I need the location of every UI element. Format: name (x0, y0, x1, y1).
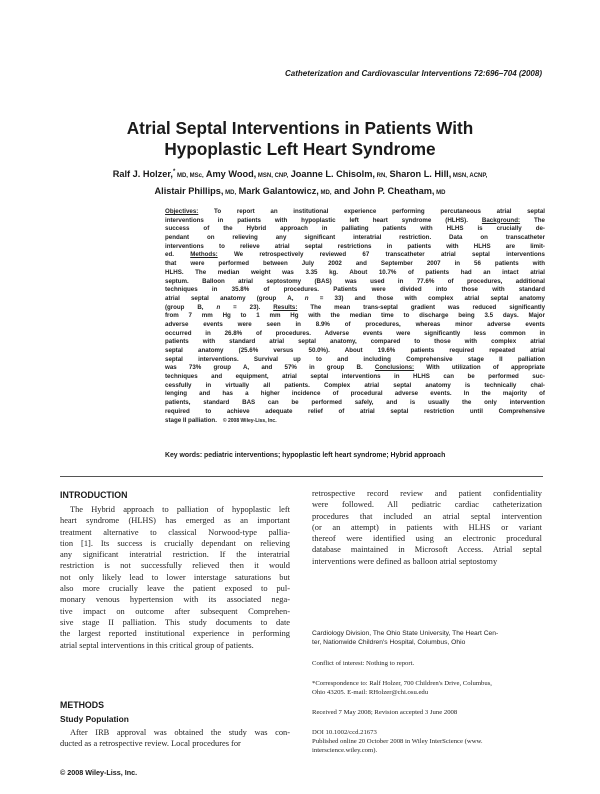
abstract-text: stage II palliation. (165, 416, 217, 424)
abstract-text: adverse events were seen in 8.9% of procedures, whereas minor adverse events (165, 320, 545, 328)
body-text-line: tive impact on outcome after subsequent Comprehen- (60, 606, 290, 616)
abstract-line (165, 225, 545, 234)
author-name: Alistair Phillips, (154, 186, 224, 196)
abstract-text: patients with standard atrial septal anatomy, compared to those with complex atrial (165, 338, 545, 346)
abstract (165, 208, 545, 425)
abstract-text: lenging and has a higher incidence of procedural adverse events. In the majority of (165, 390, 545, 398)
abstract-section-label: Conclusions: (374, 364, 415, 372)
conflict-line: Conflict of interest: Nothing to report. (312, 660, 415, 667)
conflict-footnote (312, 659, 544, 668)
body-text-line: not only likely lead to lower interstage saturations but (60, 572, 290, 582)
correspondence-line: Ohio 43205. E-mail: RHolzer@chi.osu.edu (312, 689, 429, 696)
abstract-text: interventions to relieve atrial septal restrictions in patients with HLHS are limit- (165, 242, 545, 250)
abstract-text: that were performed between July 2002 and September 2007 in 56 patients with (165, 260, 545, 268)
abstract-text: (group B, (165, 303, 217, 311)
abstract-text: interventions in patients with hypoplastic left heart syndrome (HLHS). (165, 216, 482, 224)
abstract-section-label: Background: (481, 216, 521, 224)
author-line (70, 167, 530, 184)
methods-body (60, 727, 290, 750)
abstract-line (165, 338, 545, 347)
abstract-line (165, 312, 545, 321)
study-population-heading: Study Population (60, 714, 129, 724)
author-degree: MD, (223, 190, 237, 196)
received-footnote (312, 708, 544, 717)
doi-line: Published online 20 October 2008 in Wiley InterScience (www. (312, 738, 483, 745)
author-name: Ralf J. Holzer, (112, 169, 173, 179)
abstract-text: To report an institutional experience performing percutaneous atrial septal (198, 208, 545, 215)
abstract-text: atrial septal anatomy (group A, (165, 294, 305, 302)
abstract-line (165, 243, 545, 252)
abstract-text: The mean trans-septal gradient was reduced significantly (297, 303, 545, 311)
abstract-text: was 73% group A, and 57% in group B. (165, 364, 375, 372)
abstract-line (165, 382, 545, 391)
body-text-line: also more crucially leave the patient exposed to pul- (60, 584, 290, 594)
body-text-line: thereof were identified using an electronic procedural (312, 534, 542, 544)
body-text-line: ducted as a retrospective review. Local procedures for (60, 739, 241, 749)
abstract-text: success of the Hybrid approach in palliating patients with HLHS is crucially de- (165, 225, 545, 233)
author-degree: MD, (318, 190, 332, 196)
right-column-body (312, 488, 542, 567)
body-text-line: (or an attempt) in patients with HLHS or variant (312, 522, 542, 532)
journal-citation: Catheterization and Cardiovascular Interventions 72:696–704 (2008) (285, 69, 542, 78)
body-text-line: sive stage II palliation. This study documents to date (60, 617, 290, 627)
affiliation-line: Cardiology Division, The Ohio State University, The Heart Cen- (312, 630, 499, 637)
abstract-line (165, 260, 545, 269)
abstract-copyright: © 2008 Wiley-Liss, Inc. (222, 417, 277, 424)
body-text-line: were followed. All pediatric cardiac catheterization (312, 500, 542, 510)
doi-line: DOI 10.1002/ccd.21673 (312, 729, 377, 736)
body-text-line: procedures that included an atrial septal intervention (312, 511, 542, 521)
title-line: Hypoplastic Left Heart Syndrome (164, 139, 436, 159)
abstract-text: from 7 mm Hg to 1 mm Hg with the median time to discharge being 3.5 days. Major (165, 312, 545, 320)
abstract-text: septal anatomy (25.6% versus 50.0%). About 19.6% patients required repeated atrial (165, 347, 545, 354)
footer-copyright: © 2008 Wiley-Liss, Inc. (60, 768, 138, 777)
author-degree: MSN, ACNP, (451, 173, 488, 179)
abstract-line (165, 278, 545, 287)
abstract-line (165, 295, 545, 304)
title-line: Atrial Septal Interventions in Patients With (126, 118, 474, 138)
abstract-line (165, 304, 545, 313)
body-text-line: database maintained in Microsoft Access. Atrial septal (312, 545, 542, 555)
author-list (70, 167, 530, 201)
abstract-text: techniques in 35.8% of procedures. Patients were divided into those with standard (165, 286, 545, 294)
abstract-line (165, 251, 545, 260)
abstract-section-label: Results: (273, 303, 298, 311)
abstract-line (165, 390, 545, 399)
abstract-text: techniques and equipment, atrial septal interventions in HLHS can be performed suc- (165, 373, 545, 381)
abstract-line (165, 417, 545, 426)
correspondence-footnote (312, 679, 544, 697)
abstract-text: occurred in 26.8% of procedures. Adverse events were significantly less common in (165, 329, 545, 337)
body-text-line: tion [1]. Its success is crucially dependant on relieving (60, 538, 290, 548)
doi-footnote (312, 728, 544, 755)
abstract-text: septal interventions. Survival up to and including Comprehensive stage II palliation (165, 355, 545, 363)
abstract-text: = 23). (220, 303, 274, 311)
body-text-line: the largest reported institutional experience in performing (60, 629, 290, 639)
abstract-line (165, 234, 545, 243)
body-text-line: interventions were defined as balloon atrial septostomy (312, 556, 498, 566)
abstract-text: pendant on relieving any significant interatrial restriction. Data on transcatheter (165, 234, 545, 242)
abstract-line (165, 356, 545, 365)
body-text-line: monary venous hypertension with its associated nega- (60, 595, 290, 605)
keywords: Key words: pediatric interventions; hypoplastic left heart syndrome; Hybrid approach (165, 452, 446, 459)
abstract-text: The (520, 216, 545, 224)
abstract-section-label: Objectives: (165, 208, 199, 215)
author-name: and John P. Cheatham, (331, 186, 435, 196)
body-text-line: retrospective record review and patient confidentiality (312, 489, 542, 498)
author-name: Mark Galantowicz, (236, 186, 319, 196)
body-text-line: atrial septal interventions in this critical group of patients. (60, 640, 254, 650)
abstract-text: = 33) and those with complex atrial septal anatomy (308, 294, 545, 302)
article-title (60, 118, 540, 160)
author-name: Sharon L. Hill, (386, 169, 452, 179)
abstract-line (165, 217, 545, 226)
doi-line: interscience.wiley.com). (312, 747, 378, 754)
author-degree: RN, (374, 173, 387, 179)
author-name: Joanne L. Chisolm, (288, 169, 375, 179)
abstract-text: septum. Balloon atrial septostomy (BAS) was used in 77.6% of procedures, additional (165, 277, 545, 285)
abstract-text: required to achieve adequate relief of atrial septal restriction until Comprehensive (165, 407, 545, 415)
abstract-section-label: Methods: (190, 251, 218, 259)
author-name: Amy Wood, (203, 169, 257, 179)
methods-heading: METHODS (60, 700, 104, 710)
abstract-line (165, 347, 545, 356)
abstract-text: ed. (165, 251, 191, 259)
abstract-line (165, 286, 545, 295)
abstract-text: We retrospectively reviewed 67 transcatheter atrial septal interventions (217, 251, 545, 259)
introduction-heading: INTRODUCTION (60, 490, 128, 500)
abstract-line (165, 399, 545, 408)
author-degree: MD, MSc, (175, 173, 204, 179)
body-text-line: any significant interatrial restriction. If the interatrial (60, 550, 290, 560)
body-text-line: heart syndrome (HLHS) has emerged as an important (60, 516, 290, 526)
abstract-line (165, 208, 545, 217)
abstract-line (165, 408, 545, 417)
body-text-line: treatment alternative to classical Norwood-type pallia- (60, 527, 290, 537)
abstract-line (165, 330, 545, 339)
abstract-variable: n (304, 294, 309, 302)
abstract-text: With utilization of appropriate (414, 364, 545, 372)
affiliation-line: ter, Nationwide Children's Hospital, Columbus, Ohio (312, 639, 466, 646)
section-divider (60, 476, 543, 477)
body-text-line: After IRB approval was obtained the study was con- (70, 728, 290, 737)
abstract-text: patients, standard BAS can be performed safely, and is usually the only intervention (165, 399, 545, 407)
received-line: Received 7 May 2008; Revision accepted 3 June 2008 (312, 709, 458, 716)
abstract-variable: n (216, 303, 221, 311)
author-degree: MD (434, 190, 446, 196)
author-degree: MSN, CNP, (256, 173, 289, 179)
affiliation-footnote (312, 629, 544, 647)
abstract-line (165, 373, 545, 382)
author-line (70, 184, 530, 201)
abstract-line (165, 364, 545, 373)
abstract-text: cessfully in virtually all patients. Complex atrial septal anatomy is technically chal- (165, 381, 545, 389)
body-text-line: The Hybrid approach to palliation of hypoplastic left (70, 505, 290, 514)
correspondence-line: *Correspondence to: Ralf Holzer, 700 Children's Drive, Columbus, (312, 680, 492, 687)
abstract-line (165, 269, 545, 278)
abstract-text: HLHS. The median weight was 3.35 kg. About 10.7% of patients had an intact atrial (165, 268, 545, 276)
introduction-body (60, 504, 290, 651)
abstract-line (165, 321, 545, 330)
corresponding-author-mark: * (172, 168, 176, 175)
body-text-line: restriction is not successfully relieved then it would (60, 561, 290, 571)
